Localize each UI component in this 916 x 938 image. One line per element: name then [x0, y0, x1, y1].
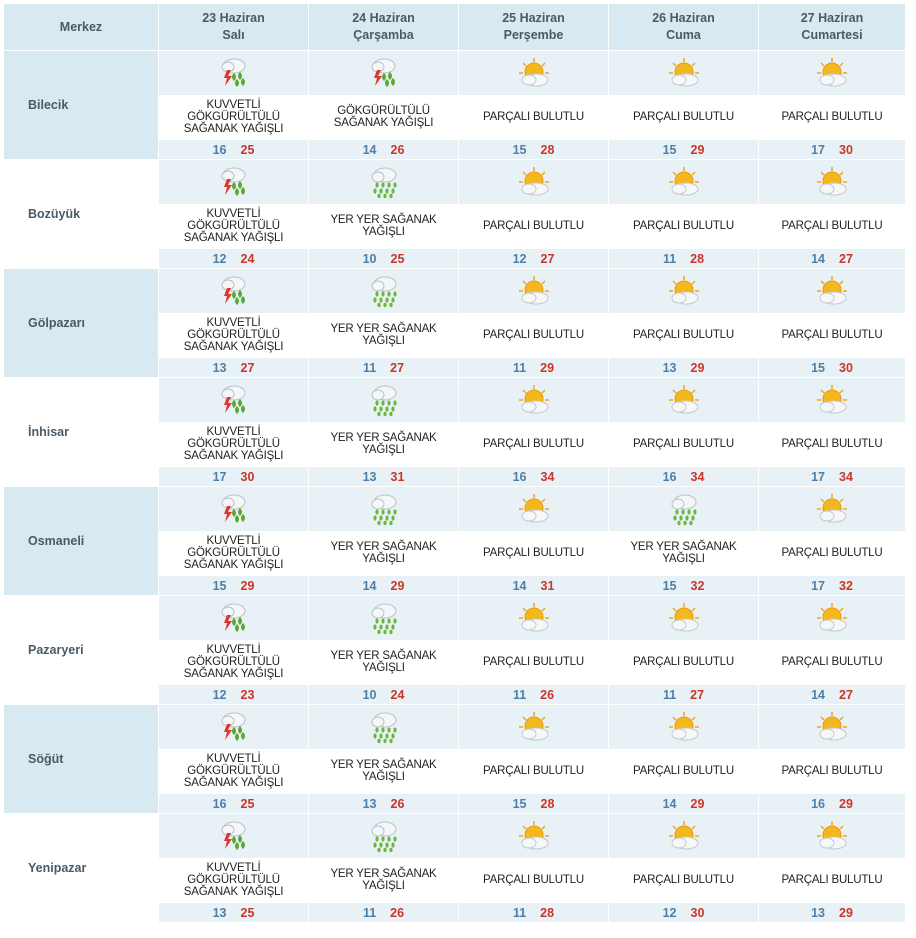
temperature-range: [759, 794, 905, 813]
max-temperature: 26: [540, 687, 555, 702]
weather-description: PARÇALI BULUTLU: [759, 95, 905, 141]
temperature-range: [159, 903, 308, 922]
weather-description: PARÇALI BULUTLU: [459, 422, 608, 468]
min-temperature: 12: [512, 251, 527, 266]
forecast-table: [4, 4, 910, 922]
temperature-range: [759, 467, 905, 486]
weather-description: YER YER SAĞANAK YAĞIŞLI: [309, 531, 458, 577]
min-temperature: 17: [212, 469, 227, 484]
min-temperature: 16: [212, 796, 227, 811]
thunder-rain-icon: [217, 819, 251, 853]
shower-icon: [367, 165, 401, 199]
max-temperature: 29: [390, 578, 405, 593]
min-temperature: 12: [212, 251, 227, 266]
partly-cloudy-icon: [815, 274, 849, 308]
min-temperature: 17: [811, 469, 825, 484]
temperature-range: [159, 249, 308, 268]
partly-cloudy-icon: [815, 819, 849, 853]
table-row-3: [4, 268, 910, 377]
min-temperature: 11: [362, 360, 377, 375]
weather-description: YER YER SAĞANAK YAĞIŞLI: [309, 640, 458, 686]
day-cell-1: [159, 705, 309, 813]
temperature-range: [609, 685, 758, 704]
shower-icon: [667, 492, 701, 526]
max-temperature: 31: [540, 578, 555, 593]
temperature-range: [609, 903, 758, 922]
min-temperature: 14: [811, 687, 825, 702]
min-temperature: 13: [212, 905, 227, 920]
min-temperature: 11: [662, 687, 677, 702]
max-temperature: 30: [839, 142, 853, 157]
partly-cloudy-icon: [667, 819, 701, 853]
day-cell-4: [609, 705, 759, 813]
temperature-range: [759, 576, 905, 595]
partly-cloudy-icon: [517, 819, 551, 853]
min-temperature: 15: [662, 142, 677, 157]
min-temperature: 11: [512, 687, 527, 702]
day-cell-4: [609, 269, 759, 377]
day-cell-1: [159, 487, 309, 595]
max-temperature: 27: [540, 251, 555, 266]
thunder-rain-icon: [217, 274, 251, 308]
min-temperature: 17: [811, 142, 825, 157]
weather-description: PARÇALI BULUTLU: [759, 749, 905, 795]
day-cell-2: [309, 160, 459, 268]
thunder-rain-icon: [217, 492, 251, 526]
temperature-range: [609, 794, 758, 813]
partly-cloudy-icon: [667, 56, 701, 90]
weather-description: YER YER SAĞANAK YAĞIŞLI: [309, 204, 458, 250]
day-cell-2: [309, 487, 459, 595]
max-temperature: 30: [240, 469, 255, 484]
day-cell-3: [459, 51, 609, 159]
weather-description: PARÇALI BULUTLU: [459, 858, 608, 904]
table-row-2: [4, 159, 910, 268]
city-name: Gölpazarı: [4, 269, 159, 377]
day-cell-3: [459, 269, 609, 377]
temperature-range: [309, 576, 458, 595]
weather-description: PARÇALI BULUTLU: [609, 95, 758, 141]
max-temperature: 34: [839, 469, 853, 484]
weather-description: PARÇALI BULUTLU: [459, 313, 608, 359]
day-cell-1: [159, 596, 309, 704]
day-cell-4: [609, 814, 759, 922]
partly-cloudy-icon: [517, 710, 551, 744]
max-temperature: 29: [690, 142, 705, 157]
day-cell-1: [159, 269, 309, 377]
temperature-range: [159, 685, 308, 704]
max-temperature: 28: [540, 796, 555, 811]
table-body: [4, 50, 910, 922]
table-row-1: [4, 50, 910, 159]
min-temperature: 13: [362, 469, 377, 484]
min-temperature: 11: [362, 905, 377, 920]
day-cell-3: [459, 705, 609, 813]
max-temperature: 31: [390, 469, 405, 484]
min-temperature: 16: [212, 142, 227, 157]
header-day-5: 27 Haziran Cumartesi: [759, 4, 905, 50]
temperature-range: [609, 249, 758, 268]
max-temperature: 29: [540, 360, 555, 375]
weather-description: PARÇALI BULUTLU: [459, 749, 608, 795]
temperature-range: [159, 576, 308, 595]
temperature-range: [459, 576, 608, 595]
temperature-range: [309, 358, 458, 377]
partly-cloudy-icon: [815, 56, 849, 90]
day-cell-1: [159, 160, 309, 268]
day-cell-1: [159, 51, 309, 159]
max-temperature: 27: [839, 251, 853, 266]
table-row-6: [4, 595, 910, 704]
city-name: Osmaneli: [4, 487, 159, 595]
weather-description: PARÇALI BULUTLU: [759, 313, 905, 359]
temperature-range: [759, 358, 905, 377]
weather-description: KUVVETLİ GÖKGÜRÜLTÜLÜ SAĞANAK YAĞIŞLI: [159, 531, 308, 577]
weather-description: GÖKGÜRÜLTÜLÜ SAĞANAK YAĞIŞLI: [309, 95, 458, 141]
temperature-range: [459, 903, 608, 922]
day-cell-3: [459, 378, 609, 486]
max-temperature: 24: [390, 687, 405, 702]
city-name: Pazaryeri: [4, 596, 159, 704]
day-cell-5: [759, 160, 905, 268]
day-cell-5: [759, 487, 905, 595]
min-temperature: 10: [362, 687, 377, 702]
table-row-4: [4, 377, 910, 486]
weather-description: KUVVETLİ GÖKGÜRÜLTÜLÜ SAĞANAK YAĞIŞLI: [159, 422, 308, 468]
temperature-range: [309, 685, 458, 704]
partly-cloudy-icon: [517, 492, 551, 526]
partly-cloudy-icon: [517, 383, 551, 417]
weather-description: KUVVETLİ GÖKGÜRÜLTÜLÜ SAĞANAK YAĞIŞLI: [159, 858, 308, 904]
max-temperature: 29: [839, 796, 853, 811]
temperature-range: [459, 685, 608, 704]
weather-description: YER YER SAĞANAK YAĞIŞLI: [309, 422, 458, 468]
temperature-range: [609, 358, 758, 377]
temperature-range: [609, 467, 758, 486]
min-temperature: 11: [512, 905, 527, 920]
max-temperature: 26: [390, 905, 405, 920]
day-cell-5: [759, 705, 905, 813]
day-cell-5: [759, 269, 905, 377]
header-day-2: 24 Haziran Çarşamba: [309, 4, 459, 50]
weather-description: PARÇALI BULUTLU: [759, 640, 905, 686]
day-cell-3: [459, 814, 609, 922]
weather-description: KUVVETLİ GÖKGÜRÜLTÜLÜ SAĞANAK YAĞIŞLI: [159, 749, 308, 795]
max-temperature: 23: [240, 687, 255, 702]
max-temperature: 30: [839, 360, 853, 375]
weather-description: PARÇALI BULUTLU: [609, 640, 758, 686]
min-temperature: 16: [512, 469, 527, 484]
max-temperature: 27: [690, 687, 705, 702]
temperature-range: [159, 140, 308, 159]
day-cell-2: [309, 378, 459, 486]
min-temperature: 17: [811, 578, 825, 593]
table-header: [4, 4, 910, 50]
temperature-range: [159, 467, 308, 486]
max-temperature: 29: [839, 905, 853, 920]
header-day-1: 23 Haziran Salı: [159, 4, 309, 50]
day-cell-3: [459, 160, 609, 268]
min-temperature: 14: [512, 578, 527, 593]
partly-cloudy-icon: [667, 601, 701, 635]
header-city: Merkez: [4, 4, 159, 50]
weather-description: KUVVETLİ GÖKGÜRÜLTÜLÜ SAĞANAK YAĞIŞLI: [159, 640, 308, 686]
partly-cloudy-icon: [667, 165, 701, 199]
temperature-range: [609, 576, 758, 595]
weather-description: YER YER SAĞANAK YAĞIŞLI: [309, 313, 458, 359]
partly-cloudy-icon: [667, 383, 701, 417]
table-row-5: [4, 486, 910, 595]
max-temperature: 27: [390, 360, 405, 375]
day-cell-4: [609, 487, 759, 595]
shower-icon: [367, 274, 401, 308]
temperature-range: [459, 140, 608, 159]
weather-description: PARÇALI BULUTLU: [759, 422, 905, 468]
thunder-rain-icon: [217, 710, 251, 744]
partly-cloudy-icon: [517, 601, 551, 635]
shower-icon: [367, 383, 401, 417]
max-temperature: 32: [839, 578, 853, 593]
temperature-range: [459, 358, 608, 377]
min-temperature: 11: [662, 251, 677, 266]
max-temperature: 25: [240, 142, 255, 157]
partly-cloudy-icon: [815, 165, 849, 199]
min-temperature: 14: [362, 142, 377, 157]
city-name: Bilecik: [4, 51, 159, 159]
weather-description: KUVVETLİ GÖKGÜRÜLTÜLÜ SAĞANAK YAĞIŞLI: [159, 313, 308, 359]
shower-icon: [367, 819, 401, 853]
table-row-7: [4, 704, 910, 813]
temperature-range: [309, 140, 458, 159]
thunder-rain-icon: [217, 56, 251, 90]
thunder-rain-icon: [217, 383, 251, 417]
weather-description: PARÇALI BULUTLU: [459, 95, 608, 141]
temperature-range: [459, 249, 608, 268]
max-temperature: 28: [690, 251, 705, 266]
temperature-range: [459, 467, 608, 486]
weather-description: PARÇALI BULUTLU: [609, 749, 758, 795]
min-temperature: 12: [212, 687, 227, 702]
temperature-range: [609, 140, 758, 159]
temperature-range: [309, 794, 458, 813]
temperature-range: [759, 903, 905, 922]
weather-description: PARÇALI BULUTLU: [609, 858, 758, 904]
partly-cloudy-icon: [815, 383, 849, 417]
weather-description: PARÇALI BULUTLU: [759, 531, 905, 577]
temperature-range: [759, 685, 905, 704]
partly-cloudy-icon: [517, 56, 551, 90]
weather-description: PARÇALI BULUTLU: [609, 313, 758, 359]
min-temperature: 15: [662, 578, 677, 593]
min-temperature: 14: [662, 796, 677, 811]
header-day-4: 26 Haziran Cuma: [609, 4, 759, 50]
weather-description: PARÇALI BULUTLU: [459, 204, 608, 250]
min-temperature: 15: [212, 578, 227, 593]
weather-description: YER YER SAĞANAK YAĞIŞLI: [309, 858, 458, 904]
temperature-range: [309, 467, 458, 486]
min-temperature: 13: [362, 796, 377, 811]
max-temperature: 27: [240, 360, 255, 375]
weather-description: PARÇALI BULUTLU: [609, 422, 758, 468]
day-cell-5: [759, 814, 905, 922]
weather-description: PARÇALI BULUTLU: [459, 640, 608, 686]
header-day-3: 25 Haziran Perşembe: [459, 4, 609, 50]
max-temperature: 29: [690, 796, 705, 811]
partly-cloudy-icon: [815, 492, 849, 526]
max-temperature: 25: [240, 905, 255, 920]
max-temperature: 32: [690, 578, 705, 593]
day-cell-4: [609, 596, 759, 704]
day-cell-2: [309, 596, 459, 704]
city-name: İnhisar: [4, 378, 159, 486]
thunder-rain-icon: [367, 56, 401, 90]
weather-description: PARÇALI BULUTLU: [759, 204, 905, 250]
day-cell-5: [759, 51, 905, 159]
day-cell-2: [309, 814, 459, 922]
max-temperature: 29: [240, 578, 255, 593]
min-temperature: 11: [512, 360, 527, 375]
min-temperature: 15: [512, 796, 527, 811]
weather-description: YER YER SAĞANAK YAĞIŞLI: [309, 749, 458, 795]
max-temperature: 25: [240, 796, 255, 811]
day-cell-5: [759, 596, 905, 704]
max-temperature: 26: [390, 142, 405, 157]
day-cell-3: [459, 596, 609, 704]
max-temperature: 29: [690, 360, 705, 375]
min-temperature: 13: [811, 905, 825, 920]
min-temperature: 15: [811, 360, 825, 375]
weather-description: PARÇALI BULUTLU: [759, 858, 905, 904]
min-temperature: 10: [362, 251, 377, 266]
day-cell-2: [309, 269, 459, 377]
partly-cloudy-icon: [517, 274, 551, 308]
day-cell-1: [159, 814, 309, 922]
temperature-range: [759, 249, 905, 268]
min-temperature: 13: [662, 360, 677, 375]
day-cell-2: [309, 51, 459, 159]
min-temperature: 14: [362, 578, 377, 593]
day-cell-5: [759, 378, 905, 486]
table-row-8: [4, 813, 910, 922]
max-temperature: 25: [390, 251, 405, 266]
city-name: Söğüt: [4, 705, 159, 813]
min-temperature: 16: [662, 469, 677, 484]
day-cell-4: [609, 378, 759, 486]
shower-icon: [367, 492, 401, 526]
temperature-range: [159, 794, 308, 813]
weather-description: PARÇALI BULUTLU: [609, 204, 758, 250]
temperature-range: [459, 794, 608, 813]
weather-description: PARÇALI BULUTLU: [459, 531, 608, 577]
temperature-range: [309, 249, 458, 268]
max-temperature: 27: [839, 687, 853, 702]
temperature-range: [159, 358, 308, 377]
day-cell-4: [609, 51, 759, 159]
temperature-range: [309, 903, 458, 922]
weather-description: KUVVETLİ GÖKGÜRÜLTÜLÜ SAĞANAK YAĞIŞLI: [159, 95, 308, 141]
max-temperature: 28: [540, 905, 555, 920]
partly-cloudy-icon: [667, 274, 701, 308]
min-temperature: 16: [811, 796, 825, 811]
city-name: Bozüyük: [4, 160, 159, 268]
shower-icon: [367, 710, 401, 744]
day-cell-3: [459, 487, 609, 595]
weather-description: KUVVETLİ GÖKGÜRÜLTÜLÜ SAĞANAK YAĞIŞLI: [159, 204, 308, 250]
max-temperature: 28: [540, 142, 555, 157]
shower-icon: [367, 601, 401, 635]
max-temperature: 34: [690, 469, 705, 484]
partly-cloudy-icon: [667, 710, 701, 744]
day-cell-2: [309, 705, 459, 813]
thunder-rain-icon: [217, 165, 251, 199]
min-temperature: 13: [212, 360, 227, 375]
partly-cloudy-icon: [815, 601, 849, 635]
thunder-rain-icon: [217, 601, 251, 635]
max-temperature: 24: [240, 251, 255, 266]
partly-cloudy-icon: [517, 165, 551, 199]
day-cell-1: [159, 378, 309, 486]
day-cell-4: [609, 160, 759, 268]
max-temperature: 26: [390, 796, 405, 811]
weather-description: YER YER SAĞANAK YAĞIŞLI: [609, 531, 758, 577]
partly-cloudy-icon: [815, 710, 849, 744]
city-name: Yenipazar: [4, 814, 159, 922]
temperature-range: [759, 140, 905, 159]
min-temperature: 15: [512, 142, 527, 157]
max-temperature: 34: [540, 469, 555, 484]
max-temperature: 30: [690, 905, 705, 920]
min-temperature: 14: [811, 251, 825, 266]
min-temperature: 12: [662, 905, 677, 920]
